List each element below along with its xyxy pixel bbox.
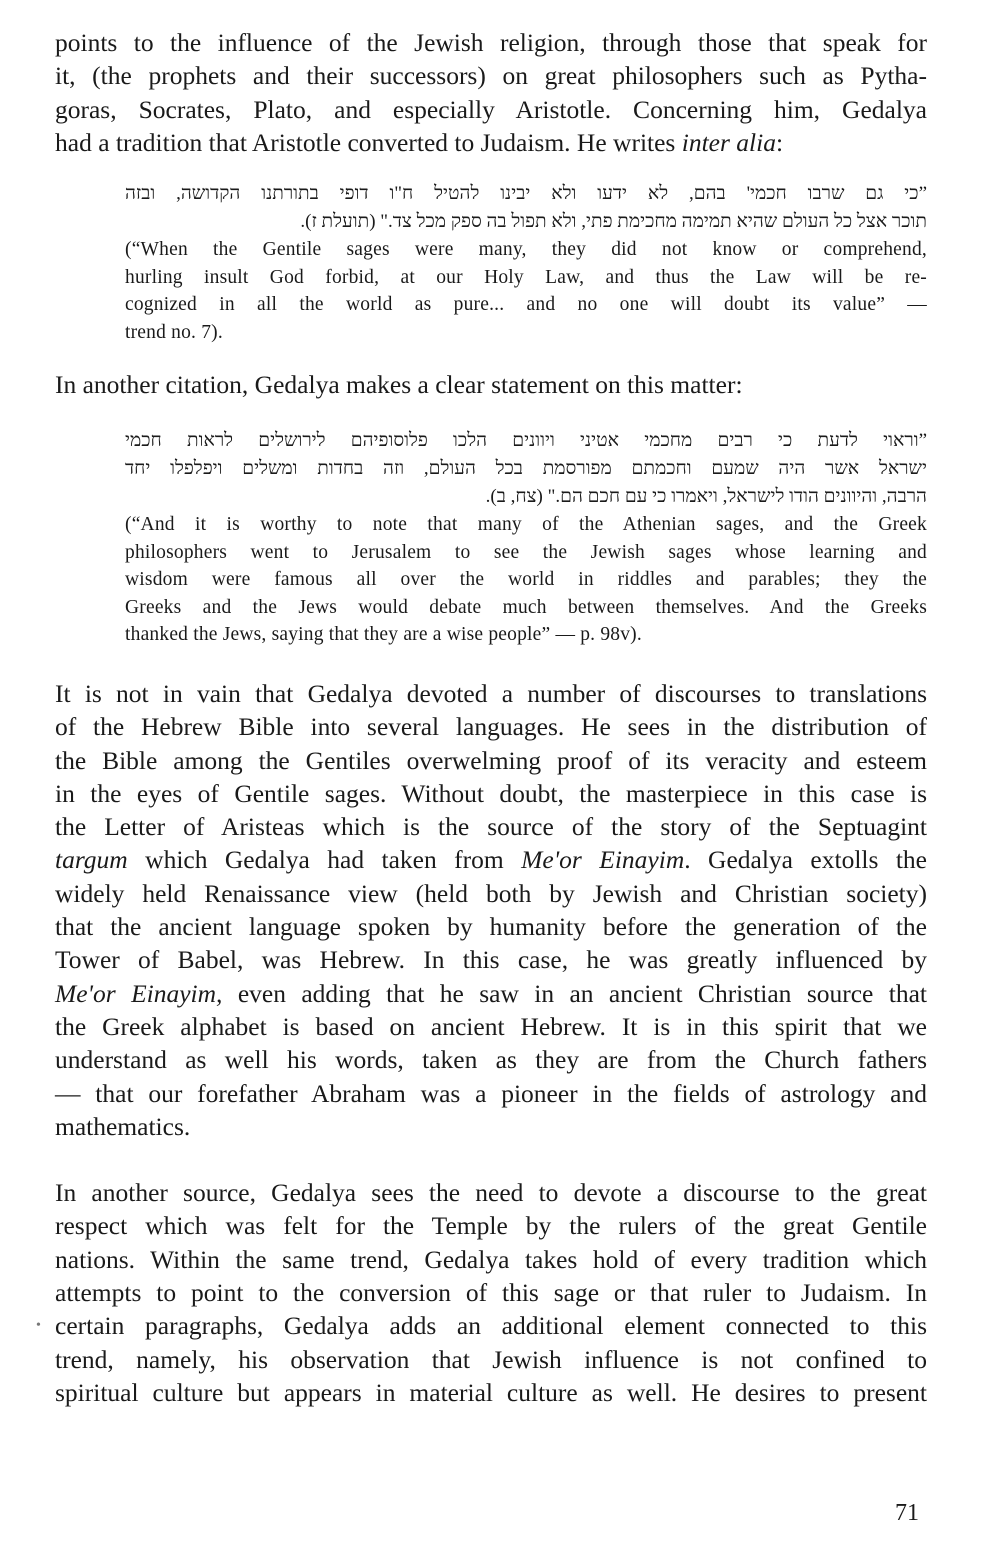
quote-line: cognized in all the world as pure... and no one will doubt its value” — — [125, 294, 927, 316]
italic-text: inter alia — [681, 127, 776, 157]
paragraph-3 — [55, 677, 927, 1143]
page-body — [55, 26, 927, 1409]
page-number: 71 — [895, 1500, 919, 1526]
italic-text: targum — [55, 845, 128, 875]
text-line: widely held Renaissance view (held both by Jewish and Christian society) — [55, 878, 927, 908]
text-line: the Greek alphabet is based on ancient Hebrew. It is in this spirit that we — [55, 1011, 927, 1041]
text-line: mathematics. — [55, 1111, 191, 1141]
text-line: nations. Within the same trend, Gedalya takes hold of every tradition which — [55, 1244, 927, 1274]
quotation-1 — [125, 180, 927, 346]
text-line — [55, 977, 927, 1010]
text-run: : — [775, 127, 784, 157]
quote-line: (“And it is worthy to note that many of the Athenian sages, and the Greek — [125, 514, 927, 536]
hebrew-quote — [125, 427, 927, 511]
text-line: respect which was felt for the Temple by the rulers of the great Gentile — [55, 1211, 927, 1241]
text-line: In another citation, Gedalya makes a clear statement on this matter: — [55, 370, 743, 400]
translation-quote — [125, 511, 927, 649]
text-line: — that our forefather Abraham was a pioneer in the fields of astrology and — [55, 1078, 927, 1108]
quote-line: (“When the Gentile sages were many, they did not know or comprehend, — [125, 239, 927, 261]
text-line: points to the influence of the Jewish religion, through those that speak for — [55, 28, 927, 57]
margin-mark: • — [36, 1318, 41, 1333]
paragraph-2 — [55, 368, 927, 401]
quote-line: wisdom were famous all over the world in riddles and parables; they the — [125, 569, 927, 591]
paragraph-1 — [55, 26, 927, 159]
quote-line: hurling insult God forbid, at our Holy Law, and thus the Law will be re- — [125, 266, 927, 288]
text-line: Tower of Babel, was Hebrew. In this case, he was greatly influenced by — [55, 945, 927, 975]
hebrew-line: ישראל אשר היה שמעם וחכמתם מפורסמת בכל העולם, וזה בחדות ומשלים ויפלפלו יחד — [125, 458, 927, 480]
text-line: trend, namely, his observation that Jewish influence is not confined to — [55, 1344, 927, 1374]
text-line: in the eyes of Gentile sages. Without doubt, the masterpiece in this case is — [55, 778, 927, 808]
quotation-2 — [125, 427, 927, 649]
hebrew-quote — [125, 180, 927, 236]
translation-quote — [125, 236, 927, 346]
italic-text: Me'or Einayim — [521, 845, 685, 875]
hebrew-line: ”וראוי לדעת כי רבים מחכמי אטיני ויוונים הלכו פלוסופיהם לירושלים לראות חכמי — [125, 430, 927, 452]
quote-line: Greeks and the Jews would debate much between themselves. And the Greeks — [125, 596, 927, 618]
text-run: . Gedalya extolls the — [684, 845, 927, 875]
text-line: the Bible among the Gentiles overwelming proof of its veracity and esteem — [55, 745, 927, 775]
text-run: even adding that he saw in an ancient Christian source that — [222, 978, 927, 1008]
text-line: goras, Socrates, Plato, and especially Aristotle. Concerning him, Gedalya — [55, 94, 927, 124]
text-line: spiritual culture but appears in material culture as well. He desires to present — [55, 1377, 927, 1407]
text-line: of the Hebrew Bible into several languages. He sees in the distribution of — [55, 712, 927, 742]
hebrew-line: ”כי גם שרבו חכמי' בהם, לא ידעו ולא יבינו להטיל ח"ו דופי בתורתנו הקדושה, ובזה — [125, 183, 927, 205]
text-line: In another source, Gedalya sees the need to devote a discourse to the great — [55, 1178, 927, 1208]
text-line: that the ancient language spoken by humanity before the generation of the — [55, 912, 927, 942]
text-line — [55, 843, 927, 876]
text-line: understand as well his words, taken as they are from the Church fathers — [55, 1045, 927, 1075]
text-line: attempts to point to the conversion of this sage or that ruler to Judaism. In — [55, 1278, 927, 1308]
text-line — [55, 126, 927, 159]
quote-line: thanked the Jews, saying that they are a wise people” — p. 98v). — [125, 624, 642, 646]
hebrew-line: הרבה, והיוונים הודו לישראל, ויאמרו כי עם חכם הם." (צח, ב). — [485, 486, 927, 508]
text-run: had a tradition that Aristotle converted to Judaism. He writes — [55, 127, 682, 157]
text-line: certain paragraphs, Gedalya adds an additional element connected to this — [55, 1311, 927, 1341]
text-line: It is not in vain that Gedalya devoted a number of discourses to translations — [55, 678, 927, 708]
italic-text: Me'or Einayim, — [55, 978, 223, 1008]
text-run: which Gedalya had taken from — [127, 845, 522, 875]
quote-line: trend no. 7). — [125, 321, 223, 343]
text-line: it, (the prophets and their successors) on great philosophers such as Pytha- — [55, 61, 927, 91]
text-line: the Letter of Aristeas which is the source of the story of the Septuagint — [55, 812, 927, 842]
hebrew-line: תוכר אצל כל העולם שהיא תמימה מחכימת פתי, ולא תפול בה ספק מכל צד." (תועלת ז). — [300, 211, 927, 233]
quote-line: philosophers went to Jerusalem to see the Jewish sages whose learning and — [125, 541, 927, 563]
paragraph-4 — [55, 1176, 927, 1409]
